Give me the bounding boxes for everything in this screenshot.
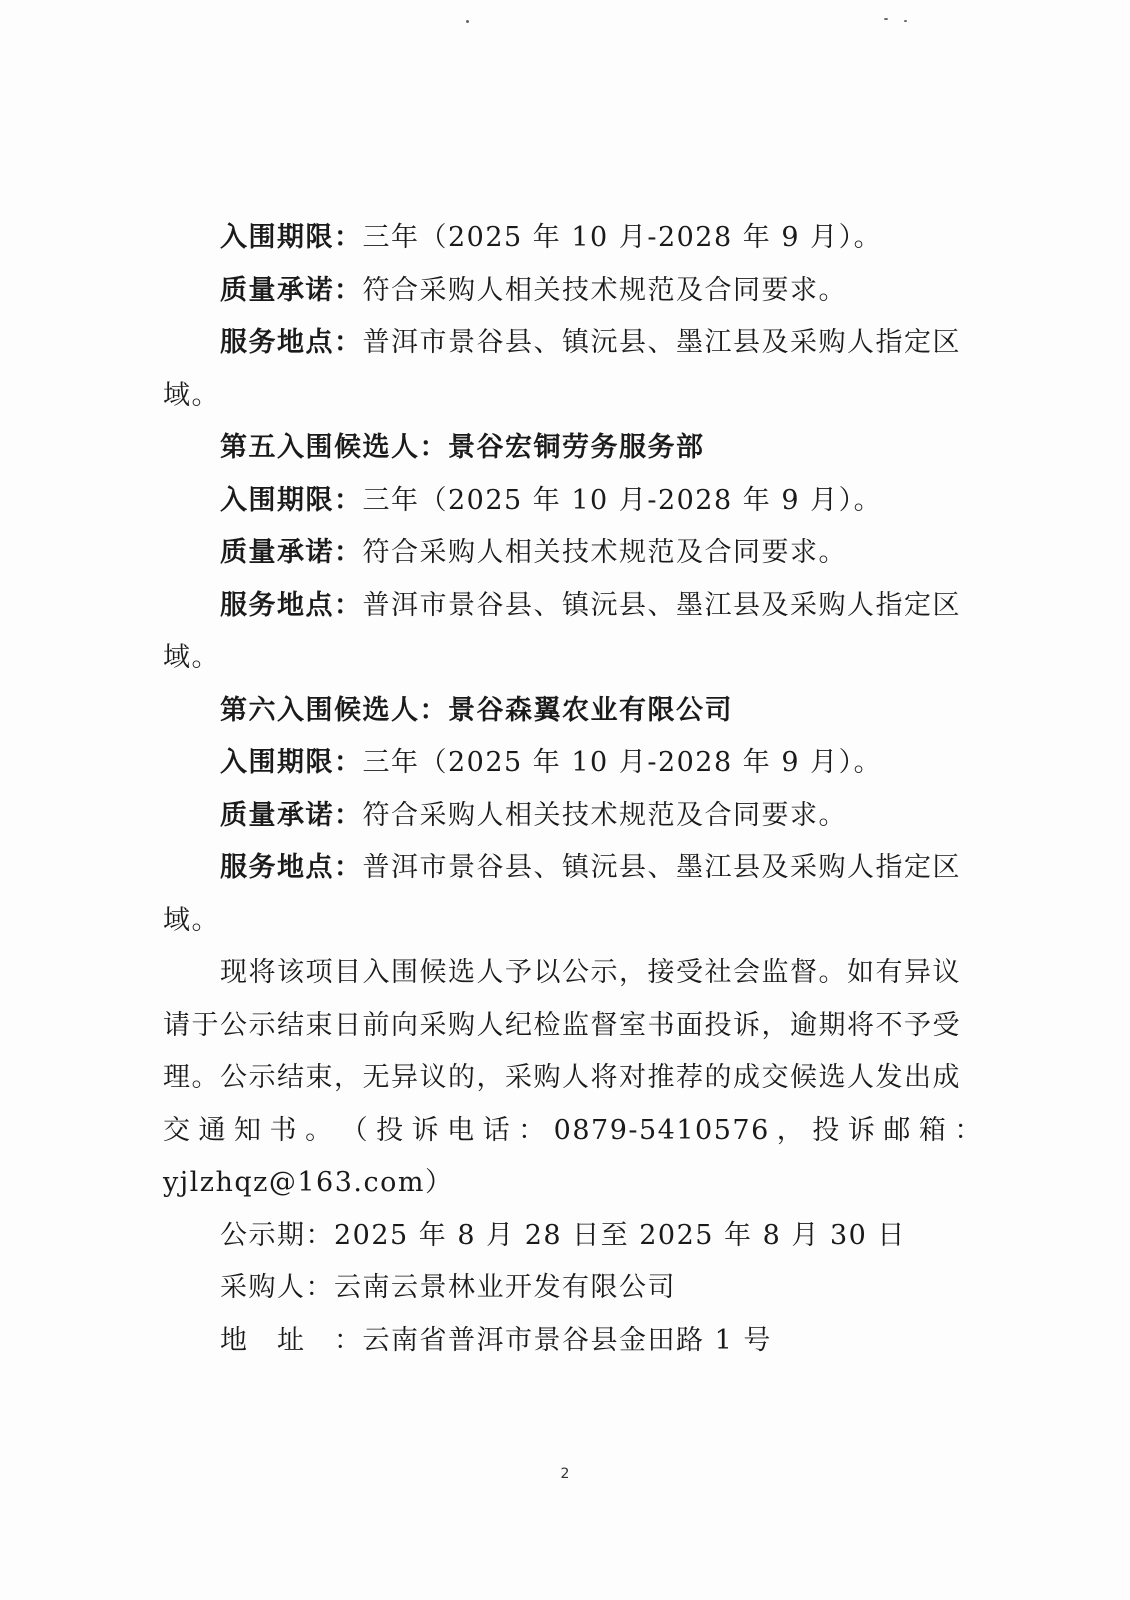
quality-line (163, 790, 983, 843)
location-label: 服务地点： (220, 327, 363, 358)
notice-char: 邮 (883, 1114, 912, 1146)
location-value: 普洱市景谷县、镇沅县、墨江县及采购人指定区 (362, 327, 961, 358)
location-label: 服务地点： (220, 589, 363, 621)
location-line (163, 317, 983, 370)
notice-char: 箱 (918, 1114, 948, 1146)
address-line (163, 1315, 983, 1368)
term-label: 入围期限： (220, 222, 363, 253)
scan-speck (466, 20, 469, 23)
term-label: 入围期限： (220, 747, 363, 778)
quality-value: 符合采购人相关技术规范及合同要求。 (362, 799, 847, 831)
location-label: 服务地点： (220, 852, 363, 883)
complaint-phone: 0879-5410576 (553, 1114, 770, 1146)
quality-value: 符合采购人相关技术规范及合同要求。 (362, 537, 847, 568)
scan-speck (904, 20, 907, 22)
candidate-5-heading: 第五入围候选人：景谷宏铜劳务服务部 (220, 432, 705, 463)
quality-label: 质量承诺： (220, 799, 363, 831)
notice-char: ， (776, 1114, 806, 1146)
term-line (163, 475, 983, 528)
quality-label: 质量承诺： (220, 274, 363, 306)
notice-char: 投 (376, 1114, 405, 1146)
notice-char: （ (340, 1114, 370, 1146)
location-wrap: 域。 (163, 379, 220, 411)
location-line (163, 842, 983, 895)
address-label: 地址 (220, 1324, 334, 1356)
location-wrap: 域。 (163, 904, 220, 936)
term-label: 入围期限： (220, 484, 363, 516)
notice-char: ： (518, 1114, 547, 1146)
notice-line: 理。公示结束，无异议的，采购人将对推荐的成交候选人发出成 (163, 1062, 961, 1093)
scan-speck (884, 18, 888, 20)
quality-label: 质量承诺： (220, 537, 363, 568)
notice-char: 电 (447, 1114, 476, 1146)
term-line (163, 737, 983, 790)
page-number: 2 (560, 1466, 570, 1482)
purchaser-line: 采购人：云南云景林业开发有限公司 (220, 1272, 676, 1303)
notice-char: 交 (163, 1114, 192, 1146)
quality-line (163, 527, 983, 580)
address-value: 云南省普洱市景谷县金田路 1 号 (362, 1324, 772, 1356)
notice-char: 诉 (847, 1114, 877, 1146)
notice-char: 书 (269, 1114, 299, 1146)
location-wrap: 域。 (163, 642, 220, 673)
quality-value: 符合采购人相关技术规范及合同要求。 (362, 274, 847, 306)
notice-char: 通 (198, 1114, 228, 1146)
notice-char: 。 (305, 1114, 334, 1146)
notice-char: 诉 (411, 1114, 441, 1146)
term-value: 三年（2025 年 10 月-2028 年 9 月）。 (362, 747, 883, 778)
term-value: 三年（2025 年 10 月-2028 年 9 月）。 (362, 484, 883, 516)
quality-line (163, 265, 983, 318)
notice-char: 知 (234, 1114, 263, 1146)
location-value: 普洱市景谷县、镇沅县、墨江县及采购人指定区 (362, 589, 961, 621)
address-colon: ： (334, 1324, 363, 1356)
notice-char: 投 (812, 1114, 841, 1146)
notice-contact-line (163, 1105, 983, 1158)
notice-line: 请于公示结束日前向采购人纪检监督室书面投诉，逾期将不予受 (163, 1009, 961, 1041)
candidate-6-heading: 第六入围候选人：景谷森翼农业有限公司 (220, 694, 733, 726)
document-body (163, 212, 983, 1367)
term-value: 三年（2025 年 10 月-2028 年 9 月）。 (362, 222, 883, 253)
notice-char: 话 (482, 1114, 512, 1146)
notice-line: 现将该项目入围候选人予以公示，接受社会监督。如有异议 (220, 957, 961, 988)
location-value: 普洱市景谷县、镇沅县、墨江县及采购人指定区 (362, 852, 961, 883)
complaint-email: yjlzhqz@163.com） (163, 1167, 454, 1198)
term-line (163, 212, 983, 265)
publicity-period: 公示期：2025 年 8 月 28 日至 2025 年 8 月 30 日 (220, 1219, 906, 1251)
notice-char: ： (954, 1114, 983, 1146)
location-line (163, 580, 983, 633)
